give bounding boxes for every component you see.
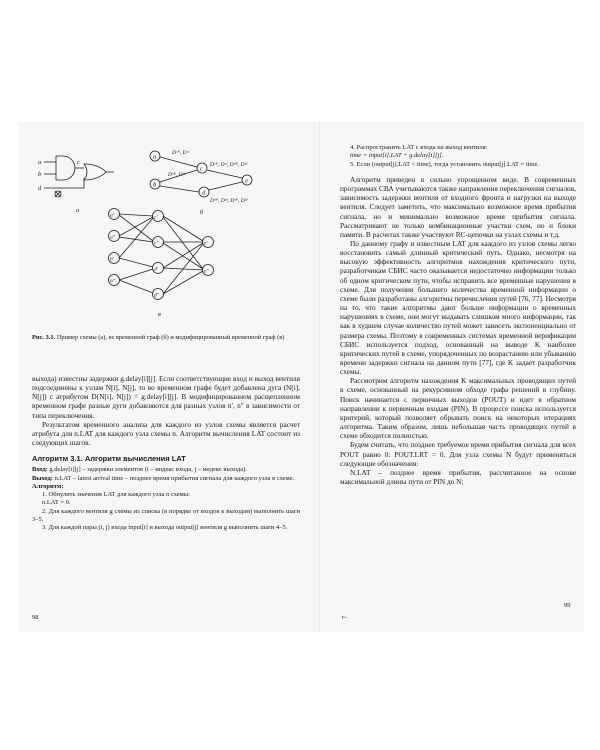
node-d1: d′ [154,266,158,273]
book-spread [18,122,584,632]
label-d: d [38,185,42,192]
right-paragraph-1: Алгоритм приведен в сильно упрощенном виде. В современных программах СВА учитываются также направления переключения сигналов, зависимость задержки вентиля от входного фронта и нагрузки на выходе вентиля. Следует заметить, что максимально возможное время прибытия сигнала, но и минимально возможное время прибытия сигнала. Рассматривают не только комбинационные участки схем, но и блоки памяти. В расчетах также участвуют RC-цепочки на узлах схемы и т.д. [340,174,576,239]
input-text: g.delay[i][j] – задержки элементов (i – индекс входа, j – индекс выхода). [47,466,247,474]
node-c: c [200,165,203,173]
algorithm-step-2: 2. Для каждого вентиля g схемы из списка (в порядке от входов к выходам) выполнить шаги 3–5. [32,507,300,524]
output-label: Выход: [32,474,53,482]
alg-label: Алгоритм: [32,482,64,490]
algorithm-label [32,483,300,491]
sublabel-b: б [200,209,204,216]
caption-number: Рис. 3.1. [32,334,56,341]
node-a: a [153,153,157,161]
figure-caption [32,334,300,342]
input-label: Вход: [32,466,48,474]
left-paragraph-1: выхода) известны задержки g.delay[i][j]. Если соответствующие вход и выход вентиля подсоединены к узлам N[i], N[j], то во временном графе будет добавлена дуга (N[i], N[j]) с атрибутом D(N[i], N[j]) = g.delay[i][j]. В модифицированном расщепленном временном графе разные дуги добавляются для разных узлов n′, n″ в зависимости от типа переключения. [32,374,300,420]
right-page-number: 99 [564,602,571,609]
annotation-b: Dᵇᴿ, Dᵇᶠ [168,172,186,178]
algorithm-step-4: 4. Распространить LAT с входа на выход вентиля: [350,144,488,151]
book-gutter [319,122,321,632]
page-mark: г- [342,614,347,621]
algorithm-step-1b: n.LAT = 0. [42,499,71,507]
figure-3-1 [32,144,300,374]
node-e2: e″ [204,268,209,275]
algorithm-input [32,466,300,474]
node-d2: d″ [154,292,160,299]
algorithm-step-1: 1. Обнулить значения LAT для каждого узла n схемы: [42,491,190,499]
node-c2: c″ [154,240,159,247]
node-c1: c′ [154,214,158,221]
output-text: n.LAT – latest arrival time – позднее время прибытия сигнала для каждого узла в схеме. [52,474,295,482]
algorithm-step-5: 5. Если (output[j].LAT < time), тогда установить output[j].LAT = time. [350,160,539,168]
algorithm-step-3: 3. Для каждой пары (i, j) входа input[i] и выхода output[j] вентиля g выполнить шаги 4–5. [42,524,288,532]
node-b1: b′ [110,256,114,263]
node-b2: b″ [110,278,116,285]
algorithm-title: Алгоритм 3.1. Алгоритм вычисления LAT [32,454,186,464]
algorithm-output [32,475,300,483]
caption-text: Пример схемы (а), ее временной граф (б) и модифицированный временной граф (в) [55,334,285,341]
node-e1: e′ [204,240,208,247]
left-paragraph-2: Результатом временного анализа для каждого из узлов схемы является расчет атрибута для n.LAT для каждого узла схемы n. Алгоритм вычисления LAT состоит из следующих шагов. [32,419,300,448]
label-b: b [38,171,42,178]
node-b: b [153,181,157,189]
sublabel-c: в [158,311,161,318]
right-paragraph-5: N.LAT – позднее время прибытия, рассчитанное на основе максимальной длины пути от PIN до N; [340,467,576,487]
right-paragraph-3: Рассмотрим алгоритм нахождения K максимальных проводящих путей в схеме, основанный на рекурсивном обходе графа решений в глубину. Поиск начинается с первичных выходов (POUT) и идет в обратном направлении к первичным входам (PIN). В процессе поиска используется критерий, который позволяет обрывать поиск на некоторых итерациях алгоритма. Таким образом, лишь небольшая часть проводящих путей в схеме обходится полностью. [340,376,576,441]
right-paragraph-4: Будем считать, что позднее требуемое время прибытия сигнала для всех POUT равно 0: POUT.LRT = 0. Для узла схемы N будут применяться следующие обозначения: [340,440,576,468]
annotation-c: Dᶜᴿ, Dᶜᶠ [172,150,189,156]
annotation-e: Dᵉᴿ, Dᵉᶠ, Dᵈᴿ, Dᵈᶠ [210,162,248,168]
node-a1: a′ [110,212,114,219]
right-paragraph-2: По данному графу и известным LAT для каждого из узлов схемы легко восстановить самый длинный критический путь. Однако, несмотря на высокую эффективность алгоритмов нахождения критического пути, разработчикам СБИС часто оказывается недостаточно информации только об одном критическом пути, чтобы исправить все временные нарушения в схеме. Для получения большего количества временной информации о схеме были разработаны алгоритмы перечисления путей [76, 77]. Несмотря на то, что такие алгоритмы дают больше информации о временных нарушениях в схеме, они могут выдавать слишком много информации, так как в худшем случае количество путей может зависеть экспоненциально от размера схемы. Поэтому в современных системах временной верификации СБИС используется подход, основанный на выводе K наиболее критических путей в схеме, упорядоченных по возрастанию или убыванию времени задержки сигнала на данном пути [77], где K задает разработчик схемы. [340,238,576,377]
label-a: a [38,159,42,166]
label-c: c [77,159,80,166]
left-page [32,144,300,533]
node-a2: a″ [110,234,116,241]
algorithm-step-4b: time = input[i].LAT + g.delay[i][j]. [350,152,444,160]
sublabel-a: а [76,207,80,214]
node-e: e [245,177,248,185]
left-page-number: 98 [32,614,39,621]
right-page [340,144,576,486]
node-d: d [202,189,206,197]
annotation-d: Dᵈᴿ, Dᵈᶠ, Dᵇᴿ, Dᵇᶠ [210,198,248,204]
